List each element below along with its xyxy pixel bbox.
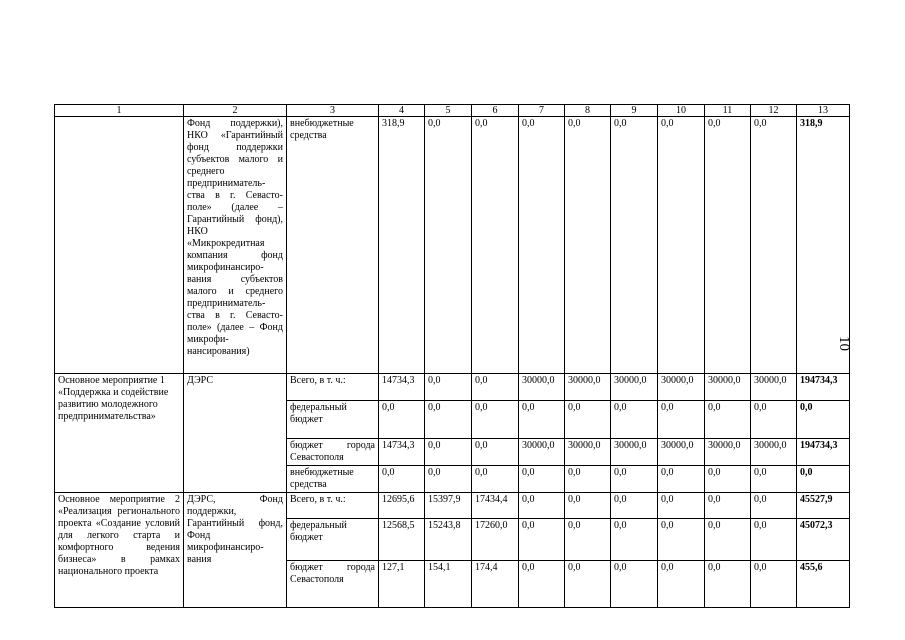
value-cell: 0,0: [565, 466, 611, 493]
source-cell: внебюджетные средства: [287, 466, 379, 493]
value-cell: 0,0: [705, 561, 751, 608]
value-cell: 0,0: [565, 493, 611, 519]
value-cell: 0,0: [379, 466, 425, 493]
value-cell: 0,0: [425, 401, 472, 439]
value-cell: 30000,0: [611, 374, 658, 401]
header-cell: 5: [425, 105, 472, 117]
header-cell: 6: [472, 105, 519, 117]
event-cell: Основное мероприятие 2 «Реализация регионального проекта «Создание условий для легкого старта и комфортного ведения бизнеса» в рамках национального проекта: [55, 493, 184, 608]
value-cell: 0,0: [705, 401, 751, 439]
total-cell: 194734,3: [797, 374, 850, 401]
value-cell: 0,0: [519, 466, 565, 493]
value-cell: 0,0: [611, 401, 658, 439]
value-cell: 30000,0: [519, 439, 565, 466]
value-cell: 15243,8: [425, 519, 472, 561]
source-cell: Всего, в т. ч.:: [287, 493, 379, 519]
value-cell: 0,0: [751, 561, 797, 608]
value-cell: 0,0: [519, 401, 565, 439]
value-cell: 30000,0: [565, 439, 611, 466]
value-cell: 0,0: [472, 439, 519, 466]
value-cell: 0,0: [425, 374, 472, 401]
source-cell: бюджет города Севастополя: [287, 439, 379, 466]
value-cell: 127,1: [379, 561, 425, 608]
value-cell: 0,0: [565, 401, 611, 439]
source-cell: федеральный бюджет: [287, 519, 379, 561]
value-cell: 30000,0: [658, 374, 705, 401]
header-cell: 11: [705, 105, 751, 117]
value-cell: 0,0: [565, 519, 611, 561]
executor-cell: Фонд поддержки), НКО «Гарантийный фонд поддержки субъектов малого и среднего предприниматель-ства в г. Севасто-поле» (далее – Гарантийный фонд), НКО «Микрокредитная компания фонд микрофинансиро-вания субъектов малого и среднего предприниматель-ства в г. Севасто-поле» (далее – Фонд микрофи-нансирования): [184, 117, 287, 374]
value-cell: 154,1: [425, 561, 472, 608]
value-cell: 0,0: [519, 493, 565, 519]
table-row: [55, 493, 850, 519]
value-cell: 17434,4: [472, 493, 519, 519]
total-cell: 0,0: [797, 466, 850, 493]
table-row: [55, 374, 850, 401]
value-cell: 0,0: [658, 401, 705, 439]
value-cell: 0,0: [611, 117, 658, 374]
value-cell: 30000,0: [705, 439, 751, 466]
value-cell: 0,0: [705, 519, 751, 561]
value-cell: 30000,0: [658, 439, 705, 466]
value-cell: 0,0: [751, 493, 797, 519]
value-cell: 0,0: [565, 561, 611, 608]
header-cell: 12: [751, 105, 797, 117]
value-cell: 30000,0: [705, 374, 751, 401]
event-cell: Основное мероприятие 1 «Поддержка и содействие развитию молодежного предпринимательства»: [55, 374, 184, 493]
page-number: 10: [836, 336, 852, 351]
value-cell: 0,0: [751, 401, 797, 439]
header-cell: 8: [565, 105, 611, 117]
value-cell: 0,0: [658, 561, 705, 608]
source-cell: федеральный бюджет: [287, 401, 379, 439]
header-row: [55, 105, 850, 117]
value-cell: 0,0: [658, 117, 705, 374]
value-cell: 0,0: [611, 493, 658, 519]
value-cell: 12568,5: [379, 519, 425, 561]
source-cell: внебюджетные средства: [287, 117, 379, 374]
value-cell: 0,0: [519, 561, 565, 608]
value-cell: 0,0: [379, 401, 425, 439]
total-cell: 455,6: [797, 561, 850, 608]
value-cell: 0,0: [472, 401, 519, 439]
value-cell: 0,0: [705, 117, 751, 374]
value-cell: 30000,0: [611, 439, 658, 466]
value-cell: 14734,3: [379, 374, 425, 401]
value-cell: 318,9: [379, 117, 425, 374]
value-cell: 0,0: [658, 493, 705, 519]
executor-cell: ДЭРС: [184, 374, 287, 493]
value-cell: 0,0: [472, 117, 519, 374]
value-cell: 174,4: [472, 561, 519, 608]
table-row: [55, 117, 850, 374]
value-cell: 0,0: [705, 466, 751, 493]
header-cell: 9: [611, 105, 658, 117]
value-cell: 0,0: [425, 439, 472, 466]
total-cell: 45072,3: [797, 519, 850, 561]
value-cell: 12695,6: [379, 493, 425, 519]
value-cell: 0,0: [611, 519, 658, 561]
value-cell: 0,0: [472, 374, 519, 401]
value-cell: 0,0: [705, 493, 751, 519]
value-cell: 30000,0: [519, 374, 565, 401]
source-cell: Всего, в т. ч.:: [287, 374, 379, 401]
value-cell: 0,0: [658, 519, 705, 561]
header-cell: 2: [184, 105, 287, 117]
value-cell: 0,0: [472, 466, 519, 493]
value-cell: 0,0: [519, 117, 565, 374]
value-cell: 0,0: [611, 466, 658, 493]
header-cell: 13: [797, 105, 850, 117]
value-cell: 0,0: [611, 561, 658, 608]
total-cell: 0,0: [797, 401, 850, 439]
value-cell: 0,0: [751, 466, 797, 493]
value-cell: 30000,0: [565, 374, 611, 401]
header-cell: 10: [658, 105, 705, 117]
value-cell: 0,0: [751, 519, 797, 561]
value-cell: 30000,0: [751, 439, 797, 466]
total-cell: 45527,9: [797, 493, 850, 519]
value-cell: 14734,3: [379, 439, 425, 466]
header-cell: 3: [287, 105, 379, 117]
header-cell: 4: [379, 105, 425, 117]
event-cell: [55, 117, 184, 374]
header-cell: 7: [519, 105, 565, 117]
value-cell: 15397,9: [425, 493, 472, 519]
value-cell: 0,0: [751, 117, 797, 374]
value-cell: 0,0: [425, 117, 472, 374]
source-cell: бюджет города Севастополя: [287, 561, 379, 608]
value-cell: 0,0: [425, 466, 472, 493]
total-cell: 194734,3: [797, 439, 850, 466]
header-cell: 1: [55, 105, 184, 117]
value-cell: 0,0: [565, 117, 611, 374]
executor-cell: ДЭРС, Фонд поддержки, Гарантийный фонд, Фонд микрофинансиро-вания: [184, 493, 287, 608]
budget-table: [54, 104, 850, 608]
value-cell: 30000,0: [751, 374, 797, 401]
total-cell: 318,9: [797, 117, 850, 374]
value-cell: 17260,0: [472, 519, 519, 561]
value-cell: 0,0: [658, 466, 705, 493]
value-cell: 0,0: [519, 519, 565, 561]
